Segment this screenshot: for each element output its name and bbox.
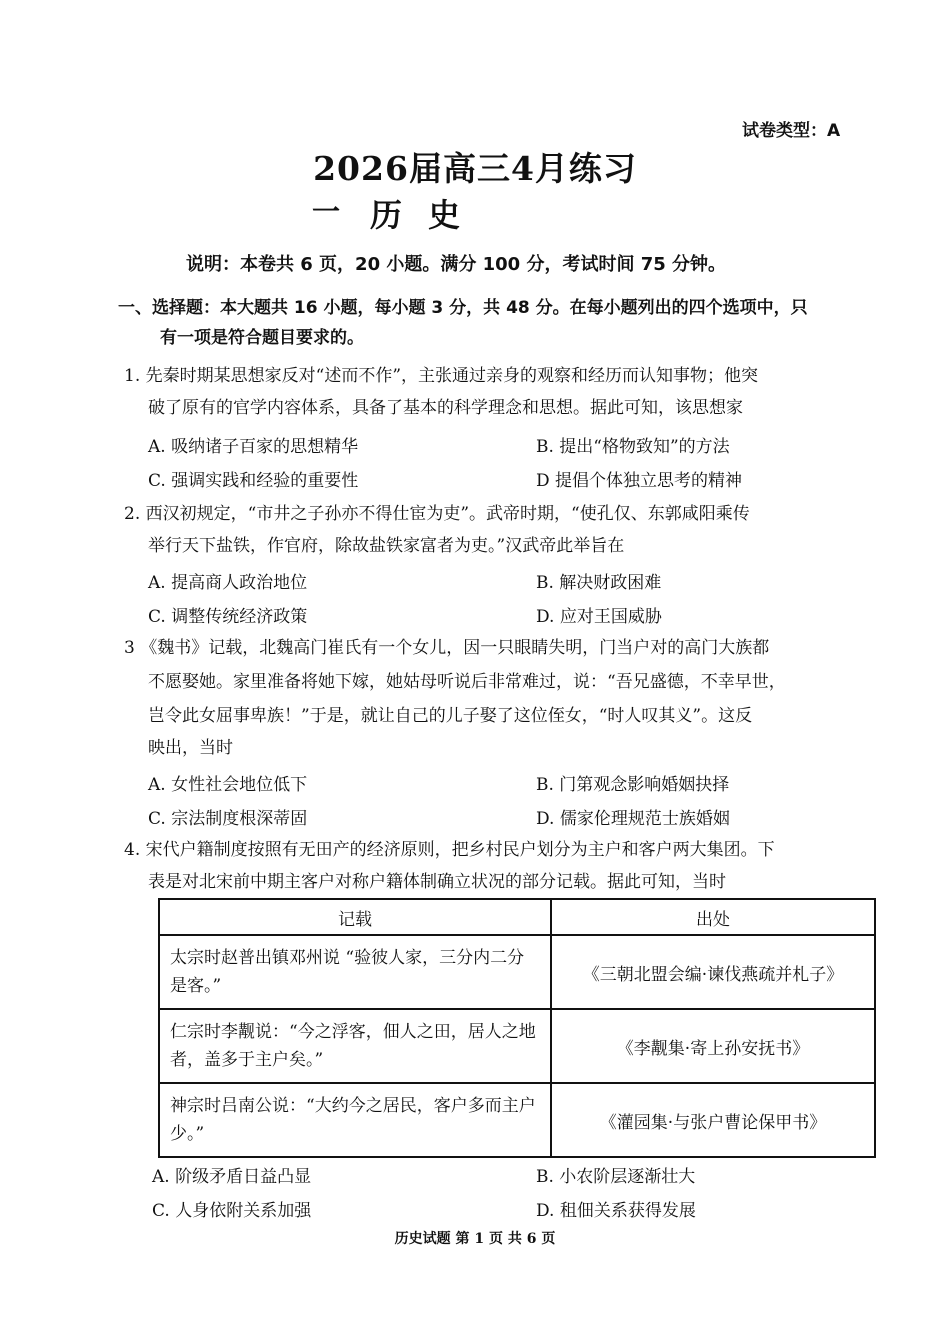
q4-stem-line1: 4. 宋代户籍制度按照有无田产的经济原则，把乡村民户划分为主户和客户两大集团。下: [124, 840, 775, 860]
subject-title: 历史: [370, 196, 487, 234]
q2-option-b: B. 解决财政困难: [536, 573, 662, 593]
table-cell-record: 仁宗时李觏说：“今之浮客，佃人之田，居人之地者，盖多于主户矣。”: [159, 1009, 551, 1083]
records-table: [158, 898, 876, 1158]
exam-title: 2026届高三4月练习: [313, 149, 637, 188]
q3-option-b: B. 门第观念影响婚姻抉择: [536, 775, 730, 795]
q4-option-a: A. 阶级矛盾日益凸显: [152, 1167, 312, 1187]
q3-stem-line3: 岂令此女屈事卑族！”于是，就让自己的儿子娶了这位侄女，“时人叹其义”。这反: [148, 706, 753, 726]
q3-option-c: C. 宗法制度根深蒂固: [148, 809, 308, 829]
q1-option-c: C. 强调实践和经验的重要性: [148, 471, 359, 491]
table-header-row: [159, 899, 875, 935]
q2-stem-line1: 2. 西汉初规定，“市井之子孙亦不得仕宦为吏”。武帝时期，“使孔仅、东郭咸阳乘传: [124, 504, 750, 524]
table-row: [159, 1083, 875, 1157]
table-header-record: 记载: [159, 899, 551, 935]
q4-stem-line2: 表是对北宋前中期主客户对称户籍体制确立状况的部分记载。据此可知，当时: [148, 872, 726, 892]
table-cell-record: 神宗时吕南公说：“大约今之居民，客户多而主户少。”: [159, 1083, 551, 1157]
q2-option-d: D. 应对王国威胁: [536, 607, 662, 627]
q3-stem-line2: 不愿娶她。家里准备将她下嫁，她姑母听说后非常难过，说：“吾兄盛德，不幸早世，: [148, 672, 786, 692]
section-heading-line2: 有一项是符合题目要求的。: [160, 328, 364, 348]
table-cell-source: 《灌园集·与张户曹论保甲书》: [551, 1083, 875, 1157]
q1-option-d: D 提倡个体独立思考的精神: [536, 471, 743, 491]
q3-option-a: A. 女性社会地位低下: [148, 775, 308, 795]
q3-stem-line1: 3 《魏书》记载，北魏高门崔氏有一个女儿，因一只眼睛失明，门当户对的高门大族都: [124, 638, 770, 658]
table-header-source: 出处: [551, 899, 875, 935]
title-dash: 一: [312, 195, 341, 228]
table-cell-source: 《李觏集·寄上孙安抚书》: [551, 1009, 875, 1083]
q2-stem-line2: 举行天下盐铁，作官府，除故盐铁家富者为吏。”汉武帝此举旨在: [148, 536, 625, 556]
table-cell-record: 太宗时赵普出镇邓州说 “验彼人家，三分内二分是客。”: [159, 935, 551, 1009]
q1-option-a: A. 吸纳诸子百家的思想精华: [148, 437, 359, 457]
q1-stem-line1: 1. 先秦时期某思想家反对“述而不作”，主张通过亲身的观察和经历而认知事物；他突: [124, 366, 759, 386]
table-cell-source: 《三朝北盟会编·谏伐燕疏并札子》: [551, 935, 875, 1009]
q3-stem-line4: 映出，当时: [148, 738, 233, 758]
table-row: [159, 1009, 875, 1083]
q1-stem-line2: 破了原有的官学内容体系，具备了基本的科学理念和思想。据此可知，该思想家: [148, 398, 743, 418]
q4-option-c: C. 人身依附关系加强: [152, 1201, 312, 1221]
table-row: [159, 935, 875, 1009]
q4-option-b: B. 小农阶层逐渐壮大: [536, 1167, 696, 1187]
q2-option-a: A. 提高商人政治地位: [148, 573, 308, 593]
paper-type-label: 试卷类型：A: [742, 121, 841, 141]
q4-option-d: D. 租佃关系获得发展: [536, 1201, 696, 1221]
q3-option-d: D. 儒家伦理规范士族婚姻: [536, 809, 730, 829]
section-heading-line1: 一、选择题：本大题共 16 小题，每小题 3 分，共 48 分。在每小题列出的四个选项中，只: [118, 298, 808, 318]
q2-option-c: C. 调整传统经济政策: [148, 607, 308, 627]
exam-instructions: 说明：本卷共 6 页，20 小题。满分 100 分，考试时间 75 分钟。: [186, 254, 727, 275]
q1-option-b: B. 提出“格物致知”的方法: [536, 437, 730, 457]
page-footer: 历史试题 第 1 页 共 6 页: [394, 1231, 556, 1247]
